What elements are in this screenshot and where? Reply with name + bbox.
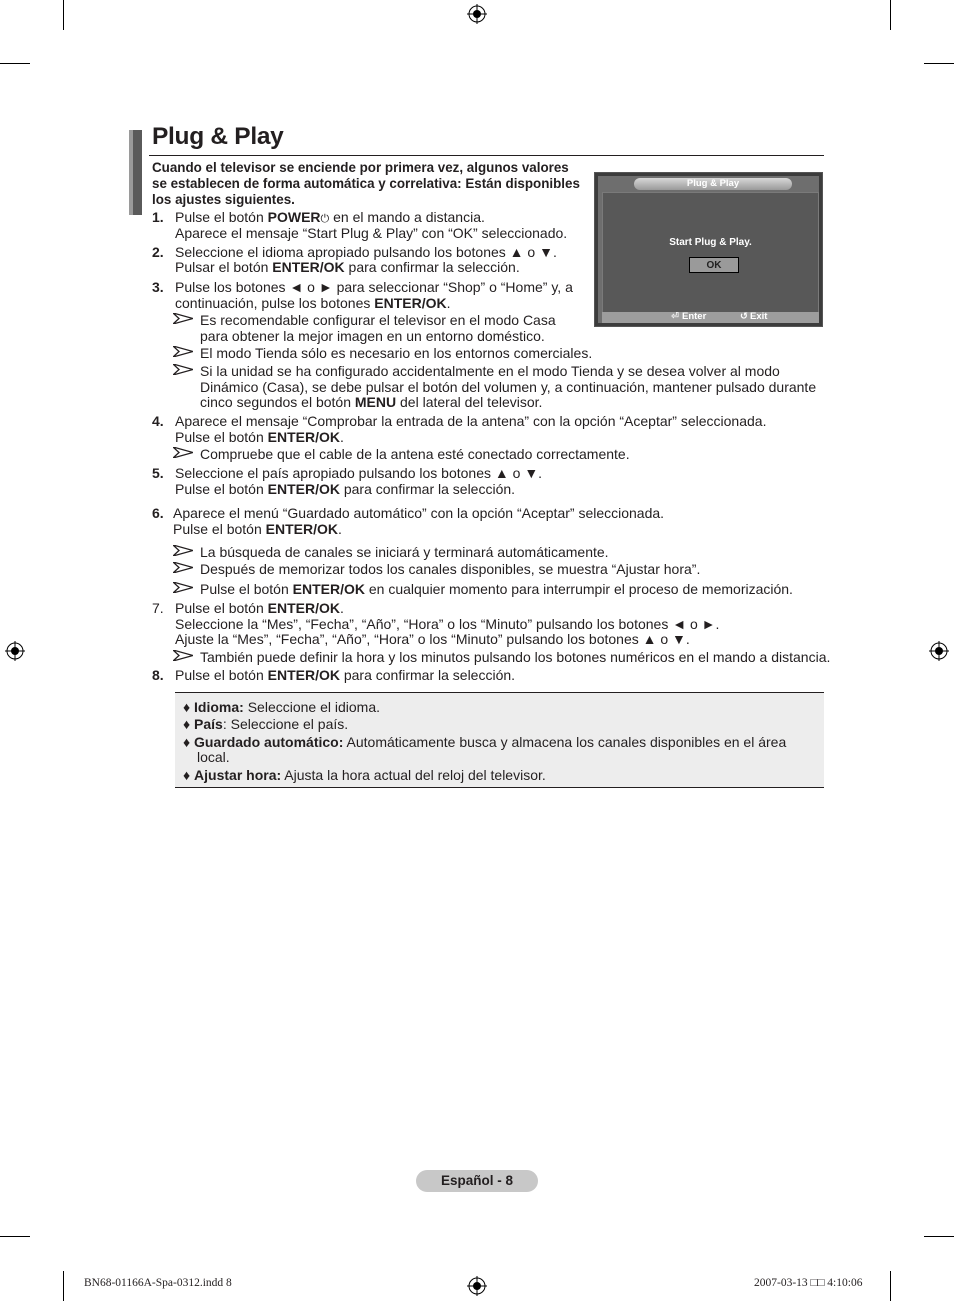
return-icon: ↺ — [740, 311, 748, 322]
registration-mark-icon — [467, 1276, 487, 1296]
step-number: 6. — [152, 505, 164, 521]
settings-summary-box — [175, 692, 824, 788]
crop-mark — [890, 1271, 891, 1301]
note-arrow-icon — [173, 650, 193, 661]
registration-mark-icon — [929, 641, 949, 661]
bullet-icon: ♦ — [183, 699, 191, 715]
osd-frame — [598, 176, 819, 323]
text: en cualquier momento para interrumpir el proceso de memorización. — [364, 581, 793, 597]
step-6-note-3 — [200, 581, 793, 597]
text: ENTER/OK — [272, 259, 345, 275]
text: ENTER/OK — [267, 481, 340, 497]
text: Guardado automático: — [194, 734, 344, 750]
osd-footer — [602, 312, 819, 323]
title-divider — [149, 155, 824, 156]
step-2-line-b — [175, 259, 520, 275]
text: para confirmar la selección. — [339, 481, 516, 497]
text: para confirmar la selección. — [339, 667, 516, 683]
text: . — [339, 600, 344, 616]
step-7-line-a — [175, 600, 344, 616]
step-4-note-1: Compruebe que el cable de la antena esté conectado correctamente. — [200, 446, 630, 462]
text: : Seleccione el país. — [222, 716, 349, 732]
step-6-line-b — [173, 521, 342, 537]
text: Pulse el botón — [173, 521, 266, 537]
text: Pulse el botón — [200, 581, 293, 597]
print-slug-right: 2007-03-13 □□ 4:10:06 — [754, 1277, 863, 1289]
title-accent-bar — [129, 130, 133, 215]
step-number: 3. — [152, 279, 164, 295]
osd-exit-label: Exit — [750, 311, 768, 322]
step-3-note-3a: Si la unidad se ha configurado accidentalmente en el modo Tienda y se desea volver al modo — [200, 363, 780, 379]
text: Idioma: — [194, 699, 244, 715]
bullet-icon: ♦ — [183, 716, 191, 732]
power-icon: ⏻ — [320, 213, 330, 225]
intro-paragraph: Cuando el televisor se enciende por primera vez, algunos valores se establecen de forma automática y correlativa: Están disponibles los ajustes siguientes. — [152, 160, 580, 207]
text: ENTER/OK — [267, 667, 340, 683]
step-7-line-c: Ajuste la “Mes”, “Fecha”, “Año”, “Hora” o los “Minuto” pulsando los botones ▲ o ▼. — [175, 631, 690, 647]
step-3-note-2: El modo Tienda sólo es necesario en los entornos comerciales. — [200, 345, 593, 361]
text: Ajustar hora: — [194, 767, 282, 783]
crop-mark — [924, 1236, 954, 1237]
info-item-ajustar-hora — [183, 767, 546, 783]
text: Automáticamente busca y almacena los canales disponibles en el área — [343, 734, 787, 750]
bullet-icon: ♦ — [183, 767, 191, 783]
step-5-line-b — [175, 481, 515, 497]
osd-content — [602, 192, 819, 314]
text: . — [446, 295, 451, 311]
text: País — [194, 716, 223, 732]
info-item-guardado — [183, 734, 786, 750]
osd-tab-title: Plug & Play — [634, 178, 792, 190]
step-3-line-a: Pulse los botones ◄ o ► para seleccionar “Shop” o “Home” y, a — [175, 279, 573, 295]
text: cinco segundos el botón — [200, 394, 355, 410]
osd-ok-button[interactable]: OK — [689, 257, 739, 273]
note-arrow-icon — [173, 447, 193, 458]
text: Ajusta la hora actual del reloj del televisor. — [281, 767, 546, 783]
text: Pulse el botón — [175, 600, 268, 616]
text: . — [337, 521, 342, 537]
step-4-line-b — [175, 429, 344, 445]
step-6-line-a: Aparece el menú “Guardado automático” con la opción “Aceptar” seleccionada. — [173, 505, 665, 521]
step-6-note-2: Después de memorizar todos los canales disponibles, se muestra “Ajustar hora”. — [200, 561, 701, 577]
crop-mark — [63, 0, 64, 30]
text: en el mando a distancia. — [329, 209, 485, 225]
text: del lateral del televisor. — [396, 394, 543, 410]
osd-message: Start Plug & Play. — [669, 237, 752, 248]
text: Pulse el botón — [175, 481, 268, 497]
osd-screen — [594, 172, 823, 327]
note-arrow-icon — [173, 313, 193, 324]
step-3-note-3c — [200, 394, 542, 410]
text: . — [339, 429, 344, 445]
text: ENTER/OK — [267, 600, 340, 616]
step-4-line-a: Aparece el mensaje “Comprobar la entrada de la antena” con la opción “Aceptar” seleccionada. — [175, 413, 767, 429]
registration-mark-icon — [467, 4, 487, 24]
text: para confirmar la selección. — [344, 259, 520, 275]
text: ENTER/OK — [374, 295, 447, 311]
crop-mark — [0, 63, 30, 64]
crop-mark — [0, 1236, 30, 1237]
step-number: 5. — [152, 465, 164, 481]
note-arrow-icon — [173, 562, 193, 573]
text: Pulse el botón — [175, 209, 268, 225]
bullet-icon: ♦ — [183, 734, 191, 750]
step-6-note-1: La búsqueda de canales se iniciará y terminará automáticamente. — [200, 544, 609, 560]
crop-mark — [63, 1271, 64, 1301]
text: Seleccione el idioma. — [243, 699, 381, 715]
page-number-badge: Español - 8 — [416, 1170, 538, 1192]
text: Pulsar el botón — [175, 259, 273, 275]
page-title: Plug & Play — [152, 123, 284, 150]
info-item-pais — [183, 716, 348, 732]
step-number: 8. — [152, 667, 164, 683]
power-label: POWER — [267, 209, 321, 225]
note-arrow-icon — [173, 582, 193, 593]
note-arrow-icon — [173, 346, 193, 357]
step-8-line-a — [175, 667, 515, 683]
step-7-line-b: Seleccione la “Mes”, “Fecha”, “Año”, “Hora” o los “Minuto” pulsando los botones ◄ o ►. — [175, 616, 720, 632]
enter-icon: ⏎ — [671, 311, 679, 322]
step-3-line-b — [175, 295, 450, 311]
text: MENU — [354, 394, 397, 410]
step-number: 1. — [152, 209, 164, 225]
text: Pulse el botón — [175, 429, 268, 445]
step-2-line-a: Seleccione el idioma apropiado pulsando los botones ▲ o ▼. — [175, 244, 557, 260]
text: ENTER/OK — [267, 429, 340, 445]
info-item-guardado-cont: local. — [197, 749, 230, 765]
text: ENTER/OK — [265, 521, 338, 537]
crop-mark — [924, 63, 954, 64]
crop-mark — [890, 0, 891, 30]
step-number: 4. — [152, 413, 164, 429]
step-3-note-1a: Es recomendable configurar el televisor en el modo Casa — [200, 312, 556, 328]
step-3-note-1b: para obtener la mejor imagen en un entorno doméstico. — [200, 328, 545, 344]
step-5-line-a: Seleccione el país apropiado pulsando los botones ▲ o ▼. — [175, 465, 543, 481]
text: Pulse el botón — [175, 667, 268, 683]
text: continuación, pulse los botones — [175, 295, 375, 311]
note-arrow-icon — [173, 364, 193, 375]
print-slug-left: BN68-01166A-Spa-0312.indd 8 — [84, 1277, 232, 1289]
step-7-note-1: También puede definir la hora y los minutos pulsando los botones numéricos en el mando a distancia. — [200, 649, 831, 665]
step-3-note-3b: Dinámico (Casa), se debe pulsar el botón del volumen y, a continuación, mantener pulsado durante — [200, 379, 817, 395]
note-arrow-icon — [173, 545, 193, 556]
step-number: 7. — [152, 600, 164, 616]
osd-enter-label: Enter — [682, 311, 707, 322]
step-number: 2. — [152, 244, 164, 260]
registration-mark-icon — [5, 641, 25, 661]
step-1-line-b: Aparece el mensaje “Start Plug & Play” con “OK” seleccionado. — [175, 225, 568, 241]
text: ENTER/OK — [292, 581, 365, 597]
info-item-idioma — [183, 699, 380, 715]
